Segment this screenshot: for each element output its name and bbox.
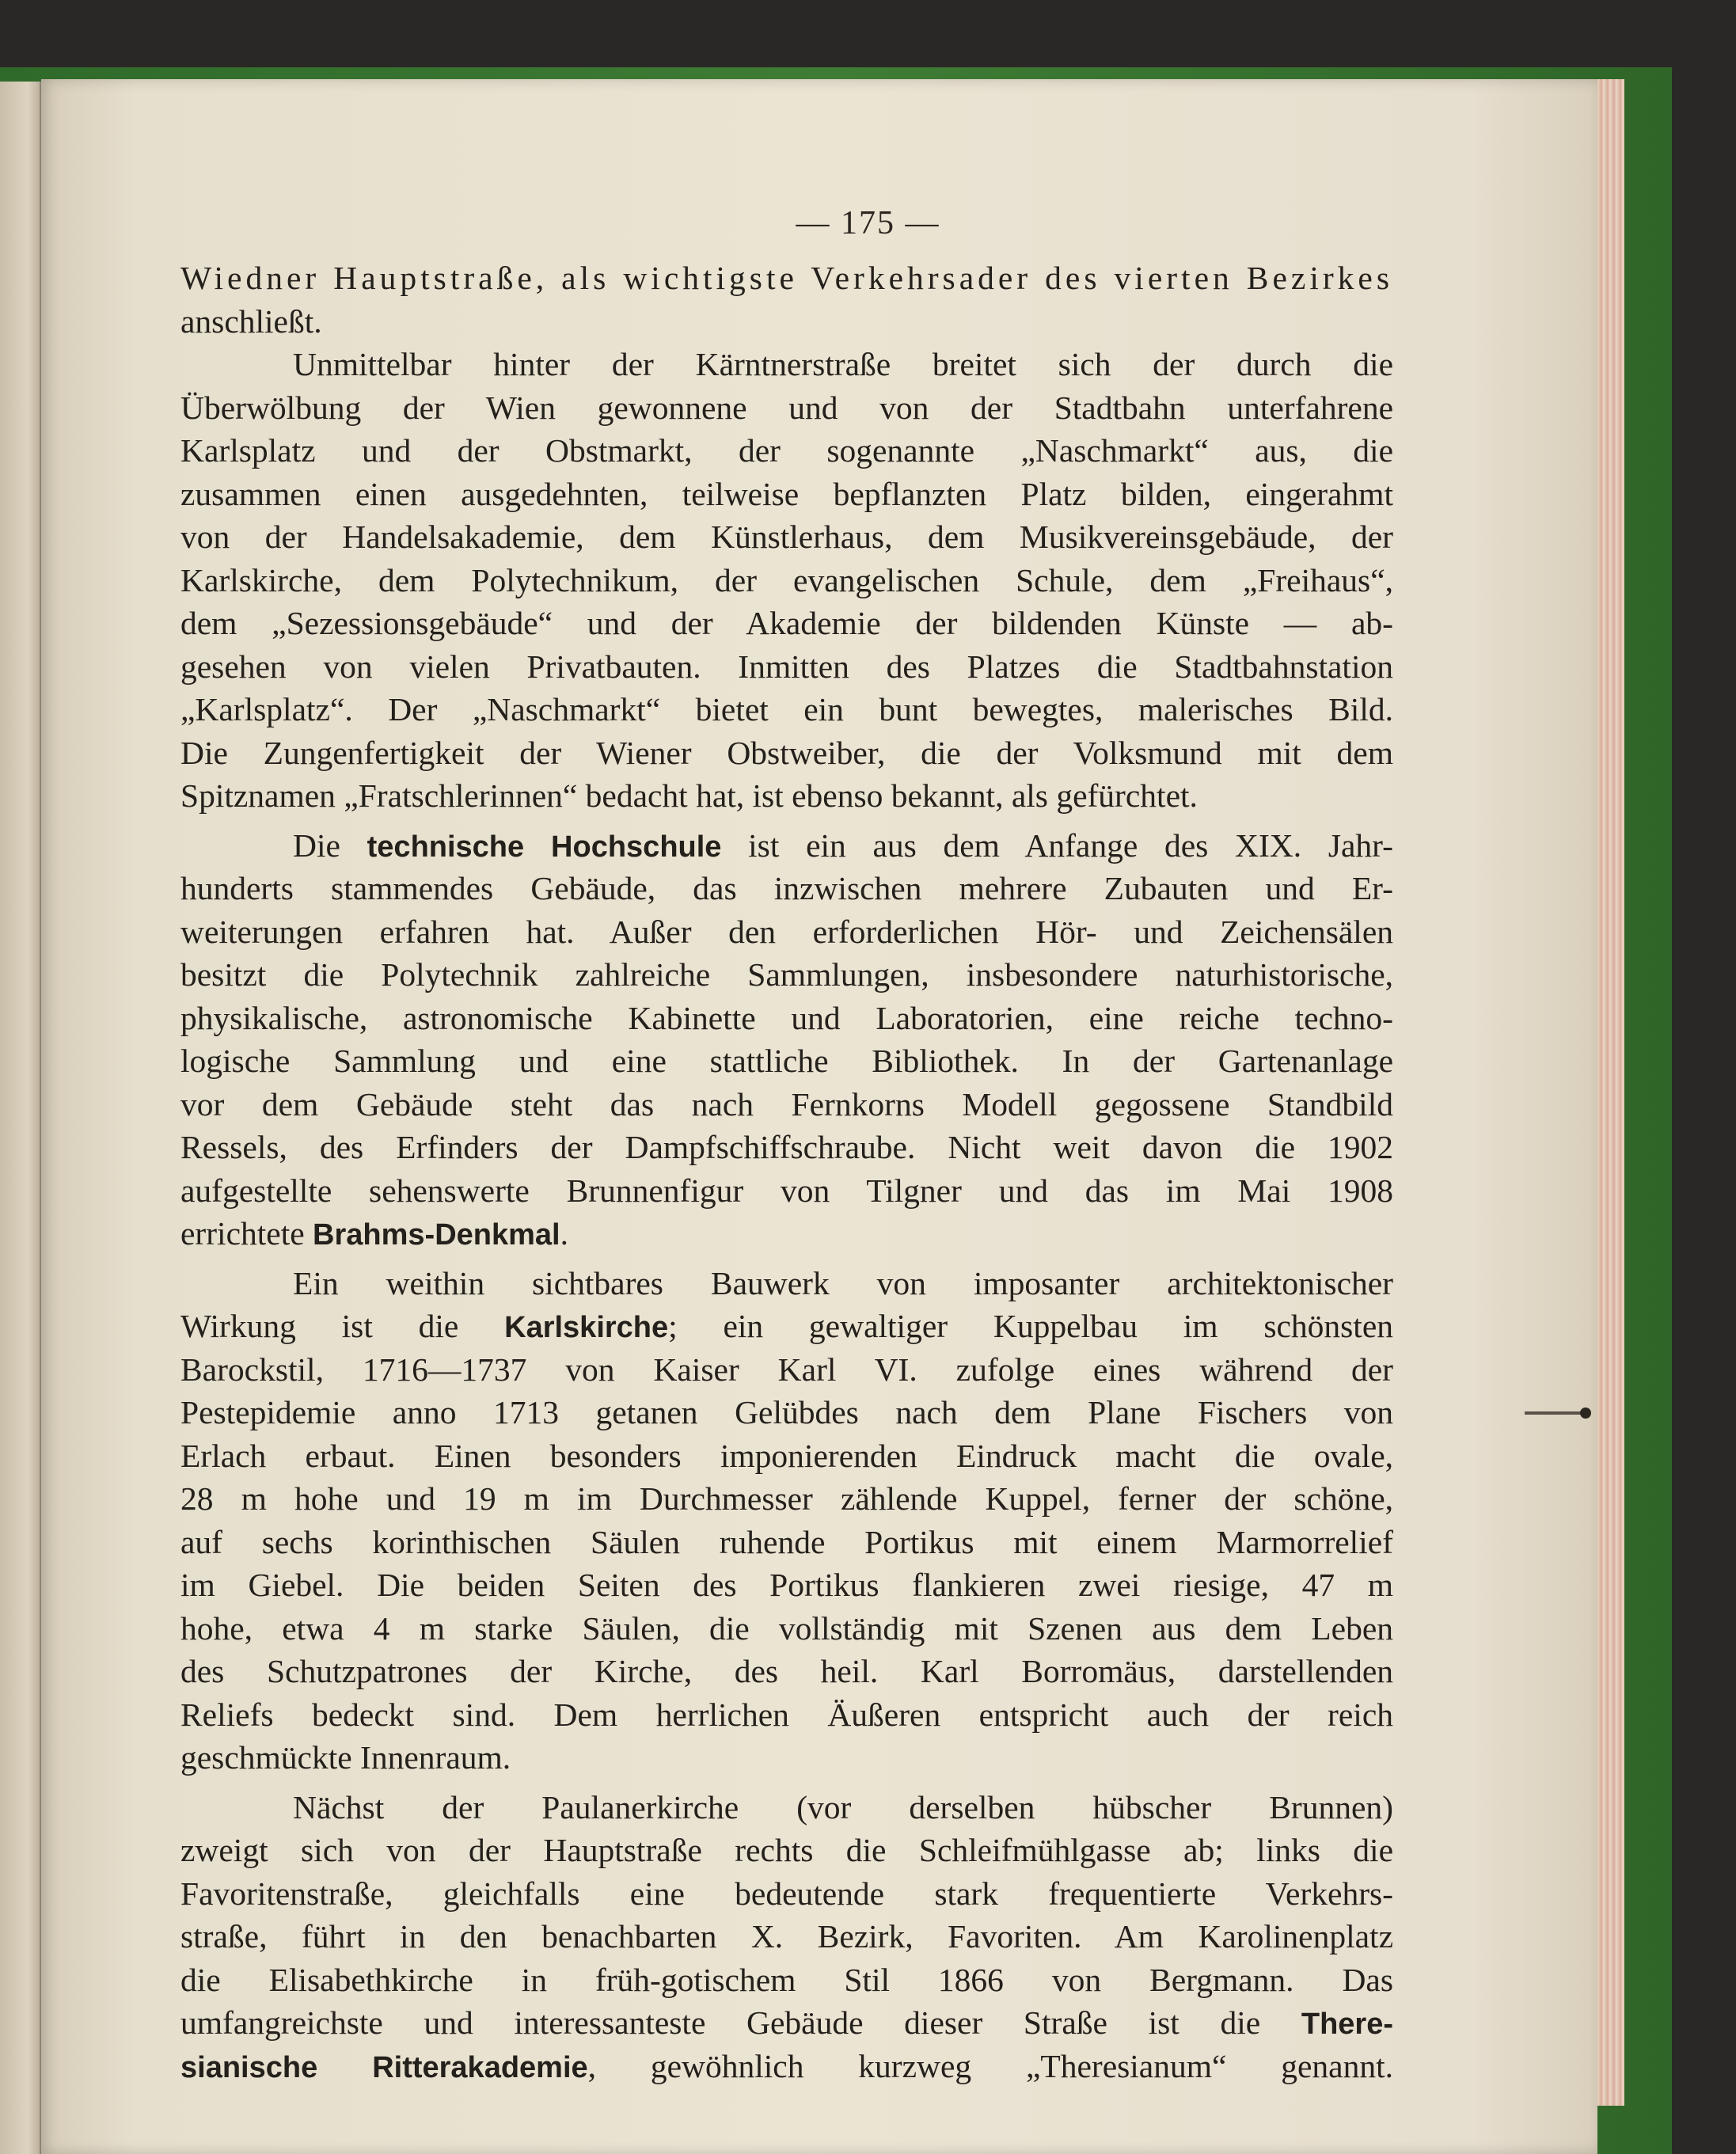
paragraph-start-line: Ein weithin sichtbares Bauwerk von imposanter architektonischer [293, 1264, 1393, 1301]
text-line: gesehen von vielen Privatbauten. Inmitten des Platzes die Stadtbahnstation [180, 648, 1393, 685]
text-line: Reliefs bedeckt sind. Dem herrlichen Äußeren entspricht auch der reich [180, 1696, 1393, 1733]
paragraph-start-line: Nächst der Paulanerkirche (vor derselben hübscher Brunnen) [293, 1788, 1393, 1825]
text-line: die Elisabethkirche in früh-gotischem Stil 1866 von Bergmann. Das [180, 1961, 1393, 1998]
text-line: zusammen einen ausgedehnten, teilweise bepflanzten Platz bilden, eingerahmt [180, 475, 1393, 512]
bold-term: Karlskirche [504, 1311, 669, 1344]
text-line: 28 m hohe und 19 m im Durchmesser zählende Kuppel, ferner der schöne, [180, 1480, 1393, 1517]
paragraph-start-line: Die technische Hochschule ist ein aus dem Anfange des XIX. Jahr- [293, 826, 1393, 864]
text-line: Erlach erbaut. Einen besonders imponierenden Eindruck macht die ovale, [180, 1437, 1393, 1474]
text-line: Barockstil, 1716—1737 von Kaiser Karl VI. zufolge eines während der [180, 1351, 1393, 1388]
text-line: umfangreichste und interessanteste Gebäude dieser Straße ist die There- [180, 2004, 1393, 2041]
page-number: — 175 — [796, 205, 940, 241]
margin-pencil-tip [1580, 1408, 1591, 1419]
text-line: vor dem Gebäude steht das nach Fernkorns Modell gegossene Standbild [180, 1085, 1393, 1123]
text-line: Spitznamen „Fratschlerinnen“ bedacht hat, ist ebenso bekannt, als gefürchtet. [180, 777, 1198, 814]
bold-term: sianische Ritterakademie [180, 2050, 588, 2084]
text-line: hohe, etwa 4 m starke Säulen, die vollständig mit Szenen aus dem Leben [180, 1609, 1393, 1647]
margin-pencil-mark [1525, 1411, 1588, 1415]
bold-term: There- [1301, 2008, 1393, 2041]
text-line: weiterungen erfahren hat. Außer den erforderlichen Hör- und Zeichensälen [180, 913, 1393, 950]
text-line: im Giebel. Die beiden Seiten des Portikus flankieren zwei riesige, 47 m [180, 1567, 1393, 1603]
text-line: Karlskirche, dem Polytechnikum, der evangelischen Schule, dem „Freihaus“, [180, 561, 1393, 598]
text-line: Wirkung ist die Karlskirche; ein gewaltiger Kuppelbau im schönsten [180, 1308, 1393, 1344]
text-line: dem „Sezessionsgebäude“ und der Akademie der bildenden Künste — ab- [180, 605, 1393, 641]
text-line: physikalische, astronomische Kabinette und Laboratorien, eine reiche techno- [180, 999, 1393, 1036]
text-line: anschließt. [180, 302, 322, 340]
text-line: straße, führt in den benachbarten X. Bezirk, Favoriten. Am Karolinenplatz [180, 1918, 1393, 1955]
bold-term: Brahms-Denkmal [313, 1218, 560, 1252]
text-line: hunderts stammendes Gebäude, das inzwischen mehrere Zubauten und Er- [180, 870, 1393, 906]
text-line: aufgestellte sehenswerte Brunnenfigur von Tilgner und das im Mai 1908 [180, 1172, 1393, 1209]
text-line: sianische Ritterakademie, gewöhnlich kurzweg „Theresianum“ genannt. [180, 2047, 1393, 2084]
text-line: Karlsplatz und der Obstmarkt, der sogenannte „Naschmarkt“ aus, die [180, 432, 1393, 469]
text-line: Überwölbung der Wien gewonnene und von der Stadtbahn unterfahrene [180, 389, 1393, 426]
text-line: Die Zungenfertigkeit der Wiener Obstweiber, die der Volksmund mit dem [180, 734, 1393, 771]
text-line: von der Handelsakademie, dem Künstlerhaus, dem Musikvereinsgebäude, der [180, 519, 1393, 555]
text-line: Favoritenstraße, gleichfalls eine bedeutende stark frequentierte Verkehrs- [180, 1875, 1393, 1912]
text-line: auf sechs korinthischen Säulen ruhende Portikus mit einem Marmorrelief [180, 1523, 1393, 1560]
facing-page-edge [0, 82, 41, 2154]
text-line: besitzt die Polytechnik zahlreiche Sammlungen, insbesondere naturhistorische, [180, 956, 1393, 993]
text-line: des Schutzpatrones der Kirche, des heil. Karl Borromäus, darstellenden [180, 1653, 1393, 1689]
text-line: logische Sammlung und eine stattliche Bibliothek. In der Gartenanlage [180, 1043, 1393, 1079]
text-line: Wiedner Hauptstraße, als wichtigste Verkehrsader des vierten Bezirkes [180, 260, 1393, 296]
page-body-text [180, 256, 1393, 2088]
text-line: zweigt sich von der Hauptstraße rechts die Schleifmühlgasse ab; links die [180, 1832, 1393, 1868]
text-line: „Karlsplatz“. Der „Naschmarkt“ bietet ein bunt bewegtes, malerisches Bild. [180, 691, 1393, 727]
text-line: Pestepidemie anno 1713 getanen Gelübdes nach dem Plane Fischers von [180, 1394, 1393, 1430]
text-line: geschmückte Innenraum. [180, 1739, 511, 1776]
text-line: errichtete Brahms-Denkmal. [180, 1215, 568, 1252]
paragraph-start-line: Unmittelbar hinter der Kärntnerstraße breitet sich der durch die [293, 346, 1393, 382]
text-line: Ressels, des Erfinders der Dampfschiffschraube. Nicht weit davon die 1902 [180, 1129, 1393, 1165]
bold-term: technische Hochschule [367, 830, 722, 864]
